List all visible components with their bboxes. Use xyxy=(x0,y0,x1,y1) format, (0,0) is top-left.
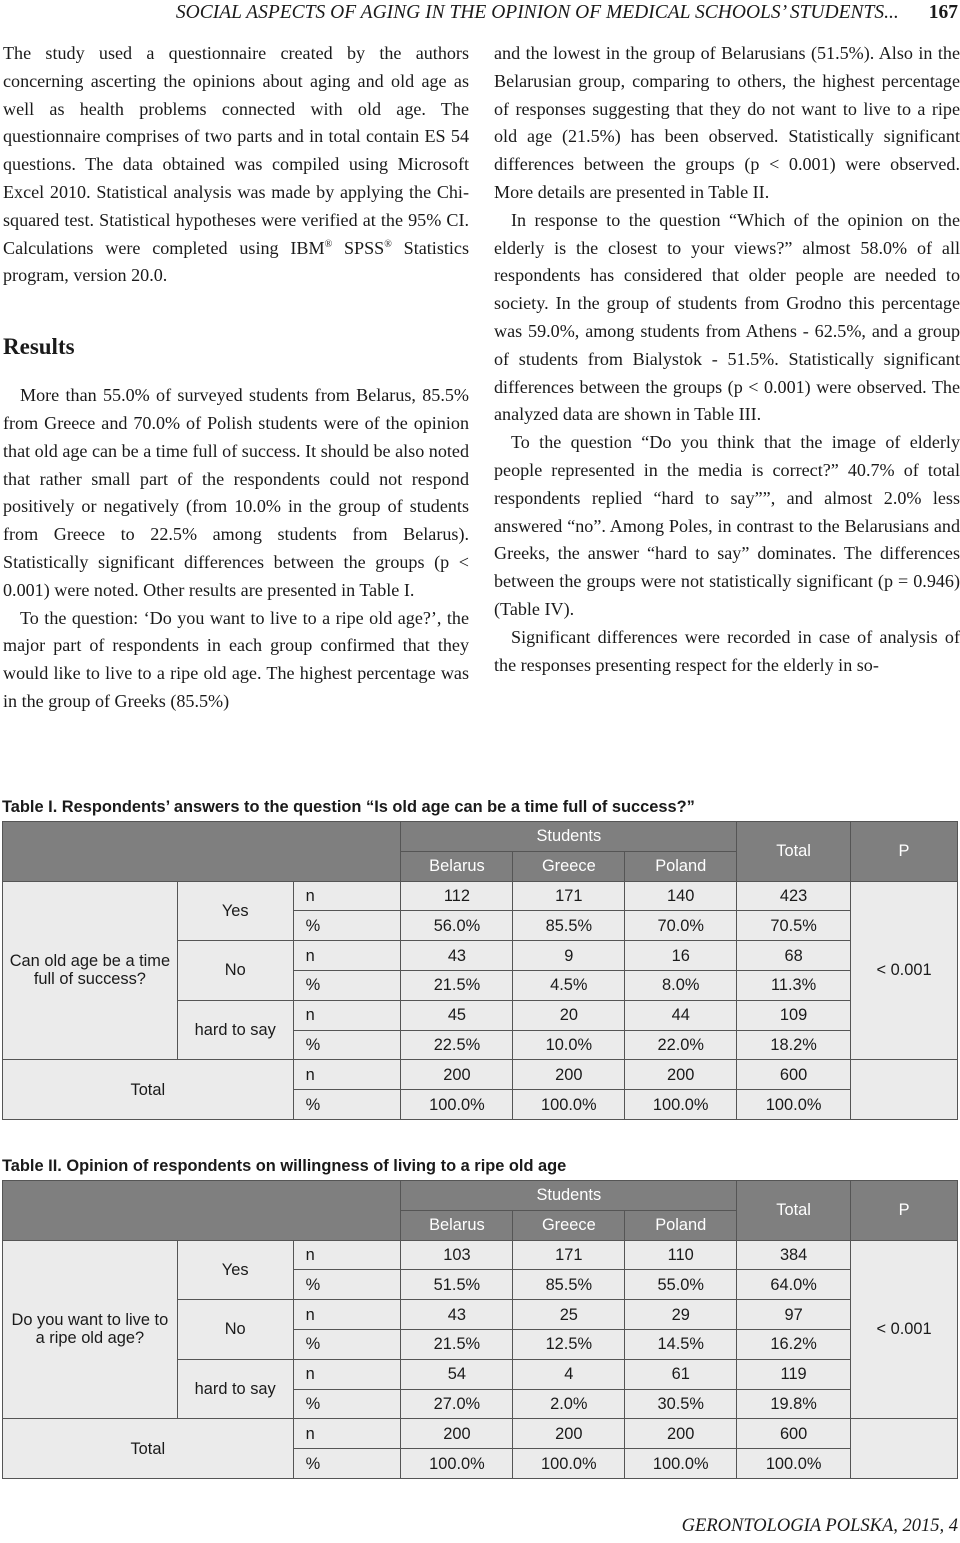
question-cell: Do you want to live to a ripe old age? xyxy=(3,1240,178,1419)
table-cell: 14.5% xyxy=(625,1329,737,1359)
table-cell: 103 xyxy=(401,1240,513,1270)
stat-label: % xyxy=(293,1270,401,1300)
stat-label: % xyxy=(293,1030,401,1060)
table-row xyxy=(3,1060,958,1090)
table-cell: 21.5% xyxy=(401,1329,513,1359)
question-cell: Can old age be a time full of success? xyxy=(3,881,178,1060)
table-cell: 100.0% xyxy=(513,1090,625,1120)
table-cell: 19.8% xyxy=(737,1389,851,1419)
table-cell: 64.0% xyxy=(737,1270,851,1300)
table-cell: 56.0% xyxy=(401,911,513,941)
answer-label: hard to say xyxy=(177,1000,293,1060)
p-value: < 0.001 xyxy=(851,1240,958,1419)
table-cell: 200 xyxy=(513,1419,625,1449)
table-cell: 9 xyxy=(513,941,625,971)
table-cell: 384 xyxy=(737,1240,851,1270)
table-cell: 44 xyxy=(625,1000,737,1030)
table-cell: 27.0% xyxy=(401,1389,513,1419)
table-cell: 11.3% xyxy=(737,970,851,1000)
table-cell: 200 xyxy=(401,1419,513,1449)
table-cell: 30.5% xyxy=(625,1389,737,1419)
table-cell: 171 xyxy=(513,1240,625,1270)
journal-footer: GERONTOLOGIA POLSKA, 2015, 4 xyxy=(681,1516,958,1536)
belarus-header: Belarus xyxy=(401,851,513,881)
methods-text: The study used a questionnaire created by the authors concerning ascerting the opinions about aging and old age as well as health problems connected with old age. The questionnaire comprises of two parts and in total contain ES 54 questions. The data obtained was compiled using Microsoft Excel 2010. Statistical analysis was made by applying the Chi-squared test. Statistical hypotheses were verified at the 95% CI. Calculations were completed using IBM xyxy=(3,43,469,258)
table-cell: 200 xyxy=(513,1060,625,1090)
stat-label: % xyxy=(293,911,401,941)
table2-caption: Table II. Opinion of respondents on willingness of living to a ripe old age xyxy=(2,1157,567,1175)
methods-paragraph xyxy=(3,40,469,290)
table-cell: 171 xyxy=(513,881,625,911)
stat-label: % xyxy=(293,1090,401,1120)
table-cell: 16.2% xyxy=(737,1329,851,1359)
table-header-row xyxy=(3,822,958,852)
p-value: < 0.001 xyxy=(851,881,958,1060)
table-cell: 29 xyxy=(625,1300,737,1330)
answer-label: No xyxy=(177,1300,293,1360)
table-cell: 70.0% xyxy=(625,911,737,941)
table-cell: 4.5% xyxy=(513,970,625,1000)
table-cell: 10.0% xyxy=(513,1030,625,1060)
table-cell: 43 xyxy=(401,941,513,971)
table-cell: 109 xyxy=(737,1000,851,1030)
stat-label: n xyxy=(293,1060,401,1090)
table-cell: 21.5% xyxy=(401,970,513,1000)
table-cell: 200 xyxy=(625,1060,737,1090)
table-cell: 22.5% xyxy=(401,1030,513,1060)
right-column xyxy=(494,40,960,679)
table-cell: 2.0% xyxy=(513,1389,625,1419)
running-head xyxy=(0,2,958,24)
table2 xyxy=(2,1180,958,1479)
header-blank xyxy=(3,822,401,882)
results-paragraph-6: Significant differences were recorded in case of analysis of the responses presenting respect for the elderly in so- xyxy=(494,626,960,675)
blank-cell xyxy=(851,1419,958,1479)
belarus-header: Belarus xyxy=(401,1210,513,1240)
answer-label: Yes xyxy=(177,1240,293,1300)
left-column xyxy=(3,40,469,716)
table-cell: 85.5% xyxy=(513,911,625,941)
total-row-label: Total xyxy=(3,1419,294,1479)
students-header: Students xyxy=(401,1181,737,1211)
table-cell: 61 xyxy=(625,1359,737,1389)
stat-label: % xyxy=(293,970,401,1000)
stat-label: n xyxy=(293,1240,401,1270)
table-cell: 112 xyxy=(401,881,513,911)
table-cell: 100.0% xyxy=(625,1090,737,1120)
table-cell: 600 xyxy=(737,1060,851,1090)
greece-header: Greece xyxy=(513,851,625,881)
registered-mark: ® xyxy=(384,238,392,250)
total-row-label: Total xyxy=(3,1060,294,1120)
table-cell: 45 xyxy=(401,1000,513,1030)
results-paragraph-2: To the question: ‘Do you want to live to a ripe old age?’, the major part of respondents in each group confirmed that they would like to live to a ripe old age. The highest percentage was in the group of Greeks (85.5%) xyxy=(3,607,469,711)
results-heading: Results xyxy=(3,334,75,360)
header-blank xyxy=(3,1181,401,1241)
stat-label: n xyxy=(293,881,401,911)
table-cell: 200 xyxy=(625,1419,737,1449)
stat-label: % xyxy=(293,1329,401,1359)
results-paragraph-5: To the question “Do you think that the image of elderly people represented in the media is correct?” 40.7% of total respondents replied “hard to say””, and almost 2.0% less answered “no”. Among Poles, in contrast to the Belarusians and Greeks, the answer “hard to say” dominates. The differences between the groups were not statistically significant (p = 0.946) (Table IV). xyxy=(494,432,960,619)
table-cell: 119 xyxy=(737,1359,851,1389)
stat-label: n xyxy=(293,941,401,971)
poland-header: Poland xyxy=(625,851,737,881)
results-paragraph-3: and the lowest in the group of Belarusians (51.5%). Also in the Belarusian group, comparing to others, the highest percentage of responses suggesting that they do not want to live to a ripe old age (21.5%) has been observed. Statistically significant differences between the groups (p < 0.001) were observed. More details are presented in Table II. xyxy=(494,43,960,202)
table-cell: 85.5% xyxy=(513,1270,625,1300)
table-cell: 20 xyxy=(513,1000,625,1030)
table-cell: 423 xyxy=(737,881,851,911)
students-header: Students xyxy=(401,822,737,852)
p-header: P xyxy=(851,822,958,882)
table-cell: 100.0% xyxy=(401,1449,513,1479)
running-title: SOCIAL ASPECTS OF AGING IN THE OPINION OF MEDICAL SCHOOLS’ STUDENTS... xyxy=(175,2,899,23)
table-cell: 140 xyxy=(625,881,737,911)
table-cell: 51.5% xyxy=(401,1270,513,1300)
greece-header: Greece xyxy=(513,1210,625,1240)
blank-cell xyxy=(851,1060,958,1120)
table-cell: 4 xyxy=(513,1359,625,1389)
methods-text-mid: SPSS xyxy=(332,237,385,258)
table-cell: 200 xyxy=(401,1060,513,1090)
table-cell: 43 xyxy=(401,1300,513,1330)
table-row xyxy=(3,1240,958,1270)
table-cell: 16 xyxy=(625,941,737,971)
table-cell: 22.0% xyxy=(625,1030,737,1060)
answer-label: No xyxy=(177,941,293,1001)
table-row xyxy=(3,1419,958,1449)
table-cell: 97 xyxy=(737,1300,851,1330)
table-cell: 70.5% xyxy=(737,911,851,941)
answer-label: hard to say xyxy=(177,1359,293,1419)
table1-caption: Table I. Respondents’ answers to the question “Is old age can be a time full of success?” xyxy=(2,798,695,816)
answer-label: Yes xyxy=(177,881,293,941)
poland-header: Poland xyxy=(625,1210,737,1240)
table-cell: 100.0% xyxy=(401,1090,513,1120)
stat-label: % xyxy=(293,1449,401,1479)
table-cell: 54 xyxy=(401,1359,513,1389)
table-cell: 100.0% xyxy=(625,1449,737,1479)
table-row xyxy=(3,881,958,911)
table-cell: 25 xyxy=(513,1300,625,1330)
stat-label: n xyxy=(293,1419,401,1449)
results-paragraph-1: More than 55.0% of surveyed students from Belarus, 85.5% from Greece and 70.0% of Polish students were of the opinion that old age can be a time full of success. It should be also noted that rather small part of the respondents could not respond positively or negatively (from 10.0% in the group of students from Greece to 22.5% among students from Belarus). Statistically significant differences between the groups (p < 0.001) were noted. Other results are presented in Table I. xyxy=(3,385,469,600)
table-cell: 12.5% xyxy=(513,1329,625,1359)
table-cell: 100.0% xyxy=(737,1090,851,1120)
total-header: Total xyxy=(737,822,851,882)
table-cell: 55.0% xyxy=(625,1270,737,1300)
table-cell: 110 xyxy=(625,1240,737,1270)
page-number: 167 xyxy=(928,2,958,23)
table-cell: 18.2% xyxy=(737,1030,851,1060)
table-cell: 100.0% xyxy=(737,1449,851,1479)
table-cell: 600 xyxy=(737,1419,851,1449)
stat-label: % xyxy=(293,1389,401,1419)
p-header: P xyxy=(851,1181,958,1241)
results-paragraph-4: In response to the question “Which of the opinion on the elderly is the closest to your views?” almost 58.0% of all respondents has considered that older people are needed to society. In the group of students from Grodno this percentage was 59.0%, among students from Athens - 62.5%, and a group of students from Bialystok - 51.5%. Statistically significant differences between the groups (p < 0.001) were observed. The analyzed data are shown in Table III. xyxy=(494,209,960,425)
stat-label: n xyxy=(293,1359,401,1389)
table-cell: 100.0% xyxy=(513,1449,625,1479)
registered-mark: ® xyxy=(324,238,333,250)
methods-text-end: Statistics program, version 20.0. xyxy=(3,237,470,286)
table-cell: 68 xyxy=(737,941,851,971)
total-header: Total xyxy=(737,1181,851,1241)
table1 xyxy=(2,821,958,1120)
table-cell: 8.0% xyxy=(625,970,737,1000)
stat-label: n xyxy=(293,1300,401,1330)
table-header-row xyxy=(3,1181,958,1211)
stat-label: n xyxy=(293,1000,401,1030)
